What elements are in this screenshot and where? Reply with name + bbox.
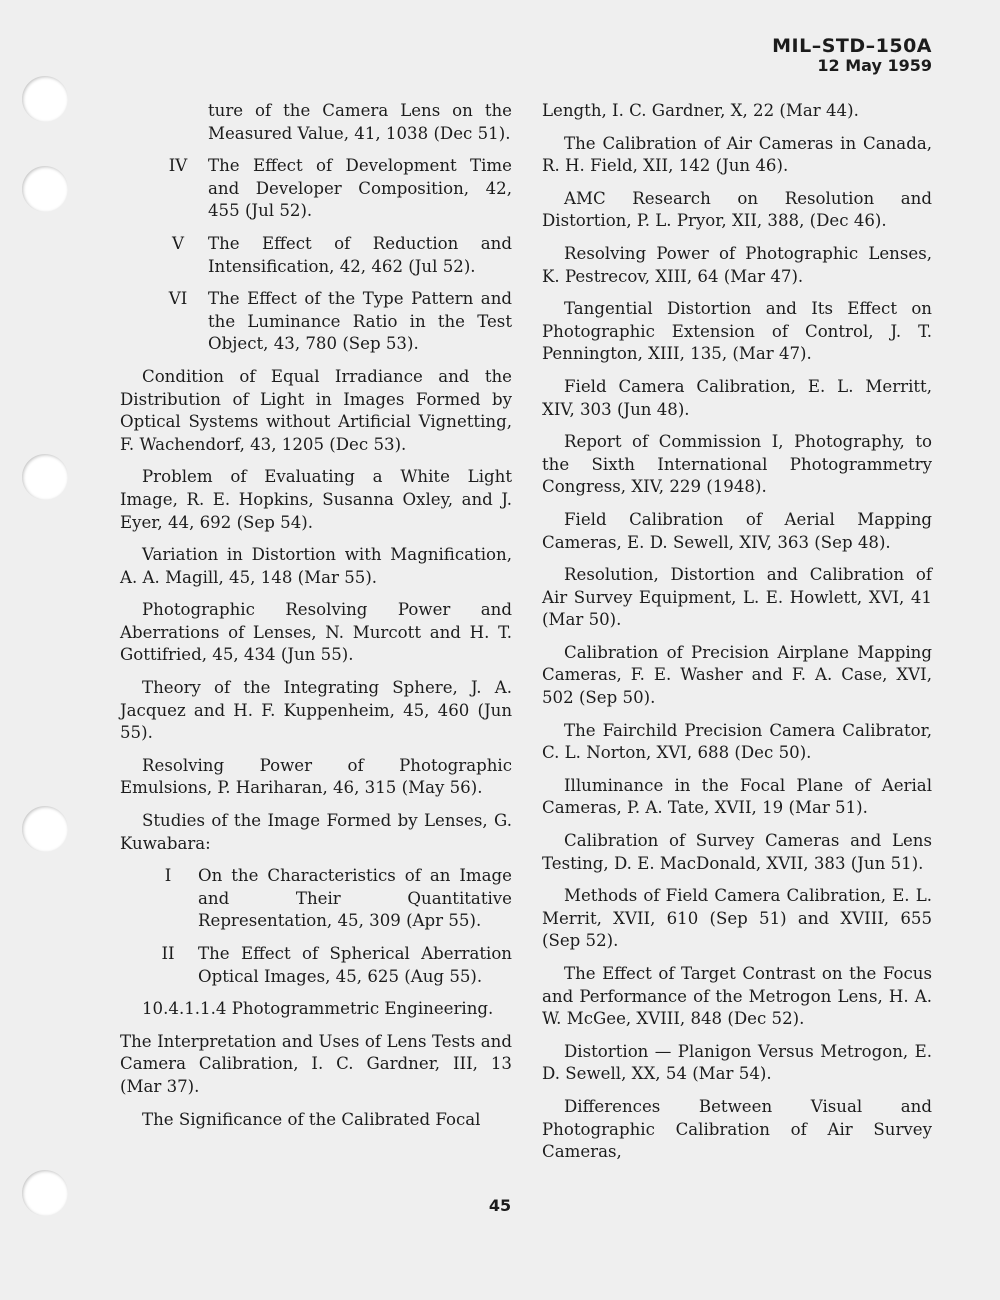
reference-entry: Calibration of Precision Airplane Mapping Cameras, F. E. Washer and F. A. Case, XVI, 502 (Sep 50). xyxy=(542,642,932,708)
reference-entry: Problem of Evaluating a White Light Image, R. E. Hopkins, Susanna Oxley, and J. Eyer, 44, 692 (Sep 54). xyxy=(120,467,512,532)
reference-entry: The Significance of the Calibrated Focal xyxy=(142,1109,481,1129)
reference-entry: Length, I. C. Gardner, X, 22 (Mar 44). xyxy=(542,101,859,120)
sub-entry-v xyxy=(120,233,512,278)
entry-number: IV xyxy=(168,156,188,176)
punch-hole xyxy=(22,454,68,500)
reference-entry: Resolution, Distortion and Calibration of Air Survey Equipment, L. E. Howlett, XVI, 41 (Mar 50). xyxy=(542,565,932,630)
punch-hole xyxy=(22,806,68,852)
entry-text: On the Characteristics of an Image and Their Quantitative Representation, 45, 309 (Apr 55). xyxy=(198,866,512,931)
entry-text: The Effect of Reduction and Intensification, 42, 462 (Jul 52). xyxy=(208,233,512,276)
standard-number: MIL–STD–150A xyxy=(772,35,932,57)
reference-entry: Tangential Distortion and Its Effect on Photographic Extension of Control, J. T. Pennington, XIII, 135, (Mar 47). xyxy=(542,299,932,364)
reference-entry: Theory of the Integrating Sphere, J. A. Jacquez and H. F. Kuppenheim, 45, 460 (Jun 55). xyxy=(120,678,512,743)
standard-date: 12 May 1959 xyxy=(817,55,932,75)
reference-entry: AMC Research on Resolution and Distortion, P. L. Pryor, XII, 388, (Dec 46). xyxy=(542,188,932,231)
reference-entry: Differences Between Visual and Photographic Calibration of Air Survey Cameras, xyxy=(542,1096,932,1162)
sub-entry-vi xyxy=(120,288,512,356)
reference-entry: The Interpretation and Uses of Lens Tests and Camera Calibration, I. C. Gardner, III, 13 (Mar 37). xyxy=(120,1031,512,1096)
left-column xyxy=(120,100,512,1141)
reference-entry: Studies of the Image Formed by Lenses, G. Kuwabara: xyxy=(120,811,512,853)
entry-number: VI xyxy=(168,289,188,309)
reference-entry: The Calibration of Air Cameras in Canada, R. H. Field, XII, 142 (Jun 46). xyxy=(542,133,932,176)
reference-entry: Resolving Power of Photographic Lenses, K. Pestrecov, XIII, 64 (Mar 47). xyxy=(542,243,932,286)
entry-number: V xyxy=(172,233,184,253)
reference-entry: Methods of Field Camera Calibration, E. L. Merrit, XVII, 610 (Sep 51) and XVIII, 655 (Sep 52). xyxy=(542,886,932,951)
entry-text: The Effect of Spherical Aberration Optical Images, 45, 625 (Aug 55). xyxy=(198,944,512,986)
reference-entry: The Effect of Target Contrast on the Focus and Performance of the Metrogon Lens, H. A. W. McGee, XVIII, 848 (Dec 52). xyxy=(542,964,932,1029)
reference-entry: Photographic Resolving Power and Aberrations of Lenses, N. Murcott and H. T. Gottifried, 45, 434 (Jun 55). xyxy=(120,600,512,665)
reference-entry: Calibration of Survey Cameras and Lens Testing, D. E. MacDonald, XVII, 383 (Jun 51). xyxy=(542,831,932,873)
entry-text: ture of the Camera Lens on the Measured Value, 41, 1038 (Dec 51). xyxy=(208,101,512,143)
right-column xyxy=(542,100,932,1174)
reference-entry: Illuminance in the Focal Plane of Aerial Cameras, P. A. Tate, XVII, 19 (Mar 51). xyxy=(542,775,932,818)
punch-hole xyxy=(22,76,68,122)
reference-entry: Resolving Power of Photographic Emulsions, P. Hariharan, 46, 315 (May 56). xyxy=(120,755,512,798)
entry-text: The Effect of Development Time and Developer Composition, 42, 455 (Jul 52). xyxy=(208,156,512,221)
sub-entry-ii xyxy=(120,943,512,988)
entry-number: II xyxy=(161,944,175,963)
sub-entry-i xyxy=(120,865,512,933)
entry-text: The Effect of the Type Pattern and the Luminance Ratio in the Test Object, 43, 780 (Sep 53). xyxy=(208,289,512,354)
reference-entry: The Fairchild Precision Camera Calibrator, C. L. Norton, XVI, 688 (Dec 50). xyxy=(542,720,932,763)
punch-hole xyxy=(22,166,68,212)
reference-entry: Distortion — Planigon Versus Metrogon, E. D. Sewell, XX, 54 (Mar 54). xyxy=(542,1041,932,1084)
continued-entry xyxy=(120,100,512,145)
reference-entry: Condition of Equal Irradiance and the Distribution of Light in Images Formed by Optical Systems without Artificial Vignetting, F. Wachendorf, 43, 1205 (Dec 53). xyxy=(120,366,512,454)
sub-entry-iv xyxy=(120,155,512,223)
reference-entry: Field Calibration of Aerial Mapping Cameras, E. D. Sewell, XIV, 363 (Sep 48). xyxy=(542,509,932,552)
reference-entry: Report of Commission I, Photography, to the Sixth International Photogrammetry Congress, XIV, 229 (1948). xyxy=(542,432,932,497)
section-heading: 10.4.1.1.4 Photogrammetric Engineering. xyxy=(142,999,494,1019)
page-number: 45 xyxy=(488,1196,512,1215)
reference-entry: Variation in Distortion with Magnification, A. A. Magill, 45, 148 (Mar 55). xyxy=(120,545,512,587)
entry-number: I xyxy=(164,866,172,886)
document-header xyxy=(772,36,932,74)
reference-entry: Field Camera Calibration, E. L. Merritt, XIV, 303 (Jun 48). xyxy=(542,376,932,419)
